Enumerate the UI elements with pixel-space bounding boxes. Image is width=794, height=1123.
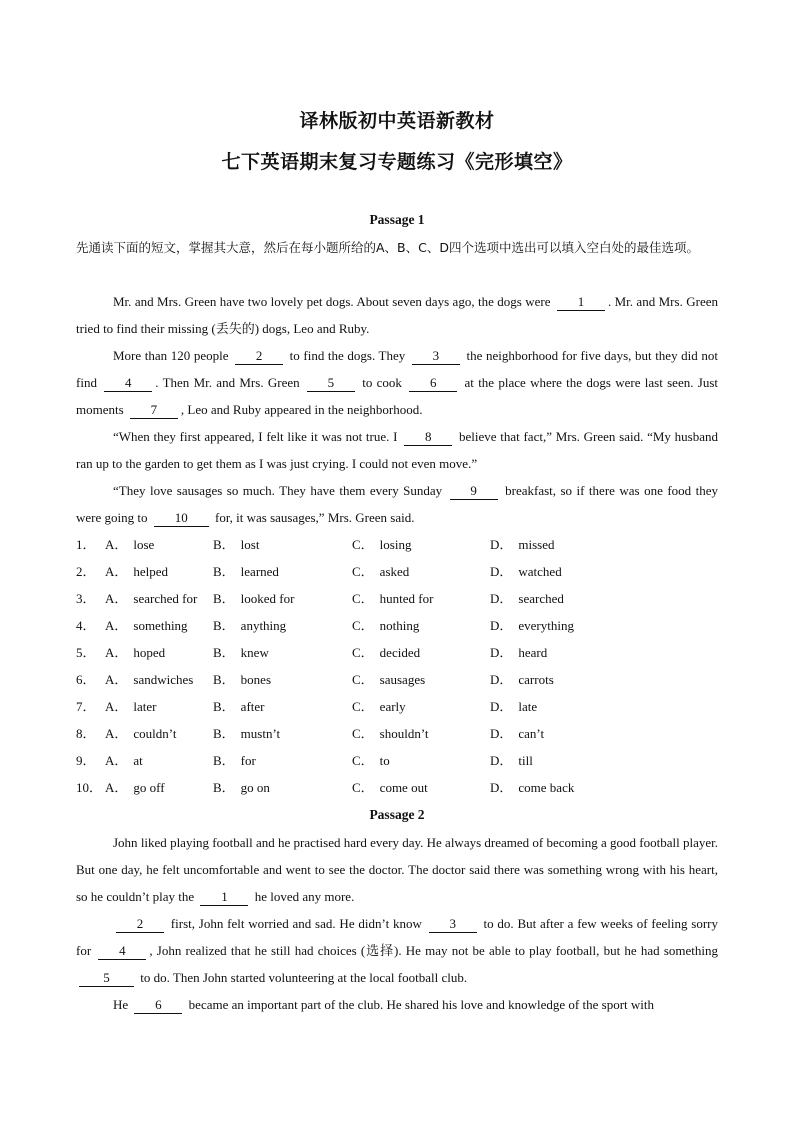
option-a[interactable]: A． searched for [105, 591, 198, 606]
blank-2: 2 [116, 916, 164, 933]
question-row [76, 531, 718, 558]
option-a[interactable]: A． helped [105, 564, 169, 579]
blank-5: 5 [307, 375, 355, 392]
blank-7: 7 [130, 402, 178, 419]
passage-1-paragraph-1: Mr. and Mrs. Green have two lovely pet dogs. About seven days ago, the dogs were 1 . Mr. and Mrs. Green tried to find their missing (丢失的) dogs, Leo and Ruby. [76, 294, 718, 336]
question-row [76, 747, 718, 774]
question-number: 9． [76, 753, 96, 768]
option-b[interactable]: B． mustn’t [213, 726, 281, 741]
blank-6: 6 [409, 375, 457, 392]
question-number: 4． [76, 618, 96, 633]
question-row [76, 639, 718, 666]
option-d[interactable]: D． everything [490, 618, 574, 633]
option-a[interactable]: A． at [105, 753, 143, 768]
option-b[interactable]: B． knew [213, 645, 269, 660]
option-c[interactable]: C． sausages [352, 672, 426, 687]
blank-4: 4 [98, 943, 146, 960]
option-b[interactable]: B． lost [213, 537, 260, 552]
option-d[interactable]: D． till [490, 753, 533, 768]
passage-1-paragraph-3: “When they first appeared, I felt like it was not true. I 8 believe that fact,” Mrs. Green said. “My husband ran up to the garden to get them as I was just crying. I could not even move.” [76, 429, 719, 471]
option-b[interactable]: B． learned [213, 564, 279, 579]
passage-2-heading: Passage 2 [369, 807, 425, 822]
question-row [76, 612, 718, 639]
option-c[interactable]: C． losing [352, 537, 412, 552]
passage-1-paragraph-4: “They love sausages so much. They have them every Sunday 9 breakfast, so if there was one food they were going to 10 for, it was sausages,” Mrs. Green said. [76, 483, 719, 525]
option-d[interactable]: D． watched [490, 564, 562, 579]
option-a[interactable]: A． hoped [105, 645, 166, 660]
option-c[interactable]: C． come out [352, 780, 428, 795]
option-b[interactable]: B． go on [213, 780, 270, 795]
question-number: 8． [76, 726, 96, 741]
question-row [76, 585, 718, 612]
question-row [76, 558, 718, 585]
option-a[interactable]: A． later [105, 699, 157, 714]
blank-2: 2 [235, 348, 283, 365]
option-d[interactable]: D． missed [490, 537, 555, 552]
instructions: 先通读下面的短文，掌握其大意，然后在每小题所给的A、B、C、D四个选项中选出可以填入空白处的最佳选项。 [76, 240, 699, 255]
question-number: 6． [76, 672, 96, 687]
option-a[interactable]: A． go off [105, 780, 165, 795]
blank-9: 9 [450, 483, 498, 500]
option-a[interactable]: A． sandwiches [105, 672, 194, 687]
question-row [76, 693, 718, 720]
option-c[interactable]: C． shouldn’t [352, 726, 429, 741]
option-d[interactable]: D． can’t [490, 726, 545, 741]
passage-2-paragraph-2: 2 first, John felt worried and sad. He didn’t know 3 to do. But after a few weeks of feeling sorry for 4 , John realized that he still had choices (选择). He may not be able to play football, but he had something 5 to do. Then John started volunteering at the local football club. [76, 916, 718, 985]
option-a[interactable]: A． lose [105, 537, 155, 552]
blank-1: 1 [557, 294, 605, 311]
blank-8: 8 [404, 429, 452, 446]
blank-6: 6 [134, 997, 182, 1014]
passage-1-paragraph-2: More than 120 people 2 to find the dogs. They 3 the neighborhood for five days, but they did not find 4 . Then Mr. and Mrs. Green 5 to cook 6 at the place where the dogs were last seen. Just moments 7 , Leo and Ruby appeared in the neighborhood. [76, 348, 718, 417]
blank-1: 1 [200, 889, 248, 906]
blank-3: 3 [429, 916, 477, 933]
question-number: 1． [76, 537, 96, 552]
option-b[interactable]: B． anything [213, 618, 287, 633]
option-b[interactable]: B． after [213, 699, 265, 714]
blank-10: 10 [154, 510, 209, 527]
question-row [76, 666, 718, 693]
blank-3: 3 [412, 348, 460, 365]
option-c[interactable]: C． asked [352, 564, 410, 579]
option-c[interactable]: C． decided [352, 645, 421, 660]
option-b[interactable]: B． bones [213, 672, 272, 687]
blank-5: 5 [79, 970, 134, 987]
option-d[interactable]: D． carrots [490, 672, 554, 687]
question-number: 10． [76, 780, 103, 795]
option-a[interactable]: A． couldn’t [105, 726, 177, 741]
passage-2-paragraph-3: He 6 became an important part of the club. He shared his love and knowledge of the sport with [113, 997, 655, 1012]
question-row [76, 774, 718, 801]
option-c[interactable]: C． nothing [352, 618, 420, 633]
question-number: 5． [76, 645, 96, 660]
option-d[interactable]: D． late [490, 699, 538, 714]
passage-2-paragraph-1: John liked playing football and he practised hard every day. He always dreamed of becoming a good football player. But one day, he felt uncomfortable and went to see the doctor. The doctor said there was something wrong with his heart, so he couldn’t play the 1 he loved any more. [76, 835, 718, 904]
question-number: 2． [76, 564, 96, 579]
option-b[interactable]: B． for [213, 753, 256, 768]
option-a[interactable]: A． something [105, 618, 188, 633]
option-c[interactable]: C． to [352, 753, 390, 768]
option-d[interactable]: D． searched [490, 591, 564, 606]
option-b[interactable]: B． looked for [213, 591, 295, 606]
option-c[interactable]: C． hunted for [352, 591, 434, 606]
question-number: 7． [76, 699, 96, 714]
document-subtitle: 七下英语期末复习专题练习《完形填空》 [221, 151, 573, 173]
passage-1-heading: Passage 1 [369, 212, 425, 227]
option-c[interactable]: C． early [352, 699, 406, 714]
option-d[interactable]: D． heard [490, 645, 548, 660]
question-number: 3． [76, 591, 96, 606]
question-row [76, 720, 718, 747]
option-d[interactable]: D． come back [490, 780, 575, 795]
document-title: 译林版初中英语新教材 [299, 110, 495, 132]
blank-4: 4 [104, 375, 152, 392]
